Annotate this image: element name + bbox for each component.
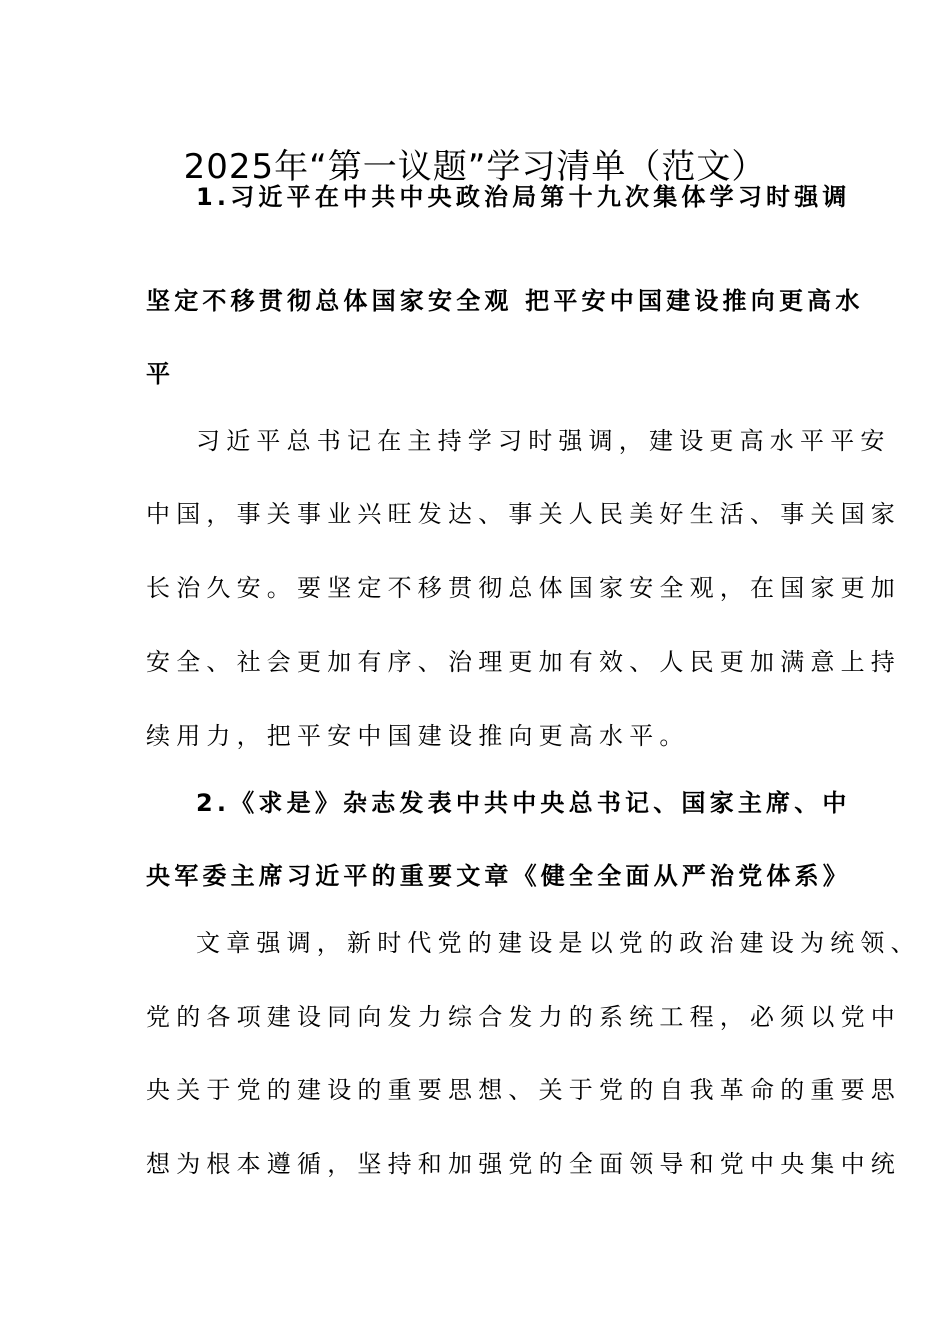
section-2-body-line-4: 想为根本遵循，坚持和加强党的全面领导和党中央集中统 bbox=[146, 1150, 901, 1178]
section-1-body-line-4: 安全、社会更加有序、治理更加有效、人民更加满意上持 bbox=[146, 648, 901, 676]
section-1-body-line-2: 中国，事关事业兴旺发达、事关人民美好生活、事关国家 bbox=[146, 500, 901, 528]
section-2-heading-line-1: 2.《求是》杂志发表中共中央总书记、国家主席、中 bbox=[196, 789, 851, 817]
section-1-body-line-3: 长治久安。要坚定不移贯彻总体国家安全观，在国家更加 bbox=[146, 574, 901, 602]
section-2-heading-line-2: 央军委主席习近平的重要文章《健全全面从严治党体系》 bbox=[146, 862, 851, 890]
section-1-body-line-1: 习近平总书记在主持学习时强调，建设更高水平平安 bbox=[196, 427, 891, 455]
section-1-heading-line-3: 平 bbox=[146, 360, 175, 388]
document-title: 2025年“第一议题”学习清单（范文） bbox=[183, 147, 767, 187]
section-1-heading-line-1: 1.习近平在中共中央政治局第十九次集体学习时强调 bbox=[196, 183, 851, 211]
section-2-body-line-1: 文章强调，新时代党的建设是以党的政治建设为统领、 bbox=[196, 929, 921, 957]
section-1-body-line-5: 续用力，把平安中国建设推向更高水平。 bbox=[146, 722, 690, 750]
section-2-body-line-2: 党的各项建设同向发力综合发力的系统工程，必须以党中 bbox=[146, 1003, 901, 1031]
section-1-heading-line-2: 坚定不移贯彻总体国家安全观 把平安中国建设推向更高水 bbox=[146, 287, 864, 315]
section-2-body-line-3: 央关于党的建设的重要思想、关于党的自我革命的重要思 bbox=[146, 1076, 901, 1104]
